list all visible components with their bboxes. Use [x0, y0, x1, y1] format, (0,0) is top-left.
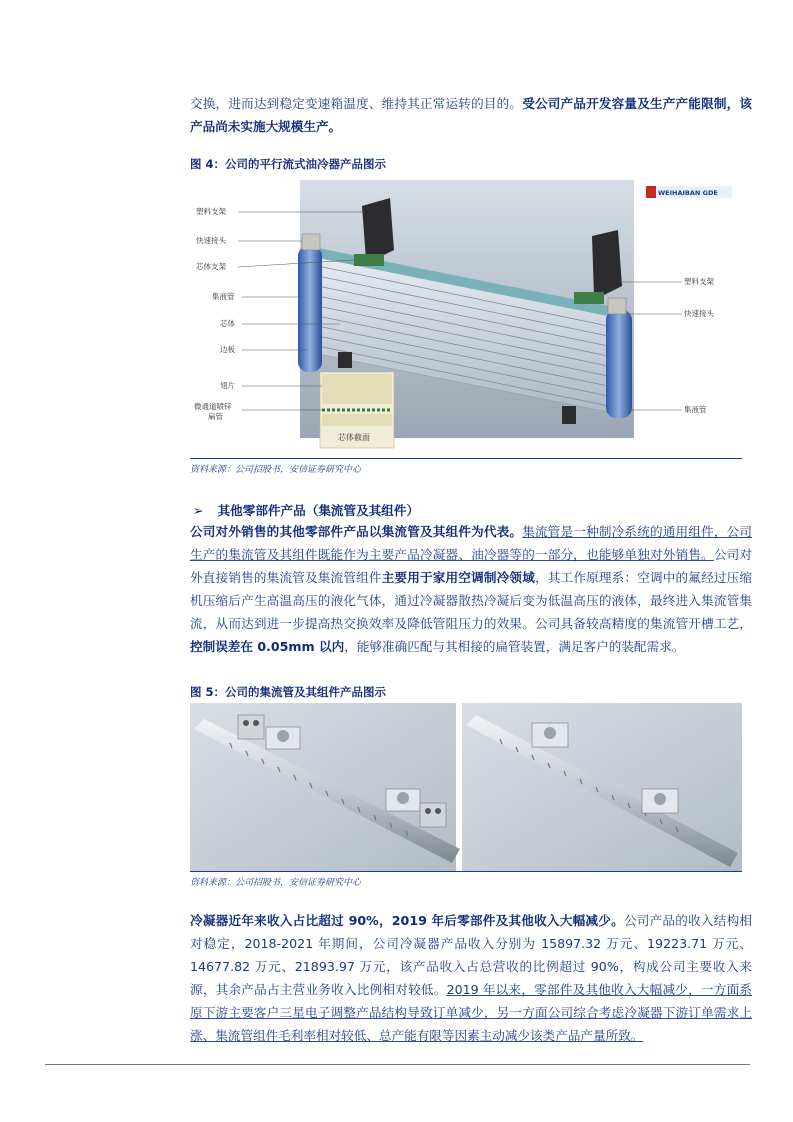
right-header-tube [606, 310, 632, 418]
label-quick-connector-left: 快速接头 [196, 236, 226, 245]
label-fin: 翅片 [220, 381, 235, 390]
figure-5-caption: 图 5：公司的集流管及其组件产品图示 [190, 685, 387, 699]
section-title: 其他零部件产品（集流管及其组件） [217, 503, 420, 518]
label-core: 芯体 [220, 319, 235, 328]
label-header-right: 集液管 [684, 405, 707, 414]
label-plastic-bracket-right: 塑料支架 [684, 277, 714, 286]
oil-cooler-figure [190, 176, 742, 458]
figure-4-source: 资料来源：公司招股书，安信证券研究中心 [190, 465, 362, 475]
left-core-bracket [354, 254, 384, 266]
right-plastic-bracket [592, 230, 622, 296]
inset-fins [322, 374, 392, 404]
brand-logo-text: WEIHAIBAN GDE [658, 189, 718, 197]
section-bullet: ➢ [193, 503, 204, 518]
label-microchannel-tube: 微通道喷锌 [194, 402, 232, 411]
label-core-bracket: 芯体支架 [196, 262, 226, 271]
label-microchannel-tube-line2: 扁管 [208, 412, 223, 421]
figure-5-source: 资料来源：公司招股书，安信证券研究中心 [190, 878, 362, 888]
brand-logo-mark [646, 186, 656, 198]
figure-4-caption: 图 4：公司的平行流式油冷器产品图示 [190, 157, 387, 171]
left-quick-connector [302, 234, 320, 250]
revenue-paragraph: 冷凝器近年来收入占比超过 90%，2019 年后零部件及其他收入大幅减少。公司产品的收入结构相对稳定，2018-2021 年期间，公司冷凝器产品收入分别为 15897.32 万元、19223.71 万元、14677.82 万元、21893.97 万元，该产品收入占总营收的比例超过 90%，构成公司主要收入来源，其余产品占主营业务收入比例相对较低。2019 年以来，零部件及其他收入大幅减少，一方面系原下游主要客户三星电子调整产品结构导致订单减少，另一方面公司综合考虑冷凝器下游订单需求上涨、集流管组件毛利率相对较低、总产能有限等因素主动减少该类产品产量所致。 [190, 913, 753, 1043]
figure-5-rule [190, 871, 742, 872]
page-bottom-rule [45, 1064, 750, 1065]
label-quick-connector-right: 快速接头 [684, 309, 714, 318]
left-foot [338, 352, 352, 368]
label-plastic-bracket-left: 塑料支架 [196, 207, 226, 216]
label-side-plate: 边板 [220, 345, 235, 354]
right-quick-connector [608, 298, 626, 314]
header-tube-figure [190, 703, 742, 871]
oil-cooler-illustration [190, 176, 742, 458]
right-foot [562, 406, 576, 424]
left-bracket-2 [420, 803, 446, 827]
left-bracket-1 [238, 715, 264, 739]
label-header-left: 集液管 [212, 292, 235, 301]
figure-4-rule [190, 458, 742, 459]
section-heading [193, 500, 419, 519]
header-tube-illustration [190, 703, 742, 871]
intro-paragraph: 交换，进而达到稳定变速箱温度、维持其正常运转的目的。受公司产品开发容量及生产产能限制，该产品尚未实施大规模生产。 [190, 96, 753, 134]
collector-paragraph: 公司对外销售的其他零部件产品以集流管及其组件为代表。集流管是一种制冷系统的通用组件，公司生产的集流管及其组件既能作为主要产品冷凝器、油冷器等的一部分，也能够单独对外销售。公司对外直接销售的集流管及集流管组件主要用于家用空调制冷领域，其工作原理系：空调中的氟经过压缩机压缩后产生高温高压的液化气体，通过冷凝器散热冷凝后变为低温高压的液体，最终进入集流管集流，从而达到进一步提高热交换效率及降低管阻压力的效果。公司具备较高精度的集流管开槽工艺，控制误差在 0.05mm 以内，能够准确匹配与其相接的扁管装置，满足客户的装配需求。 [190, 524, 753, 654]
inset-label: 芯体截面 [338, 433, 370, 442]
left-plastic-bracket [362, 198, 394, 260]
left-header-tube [298, 246, 322, 372]
right-core-bracket [574, 292, 604, 304]
right-labels [622, 276, 714, 414]
inset-lower-fins [322, 414, 392, 426]
